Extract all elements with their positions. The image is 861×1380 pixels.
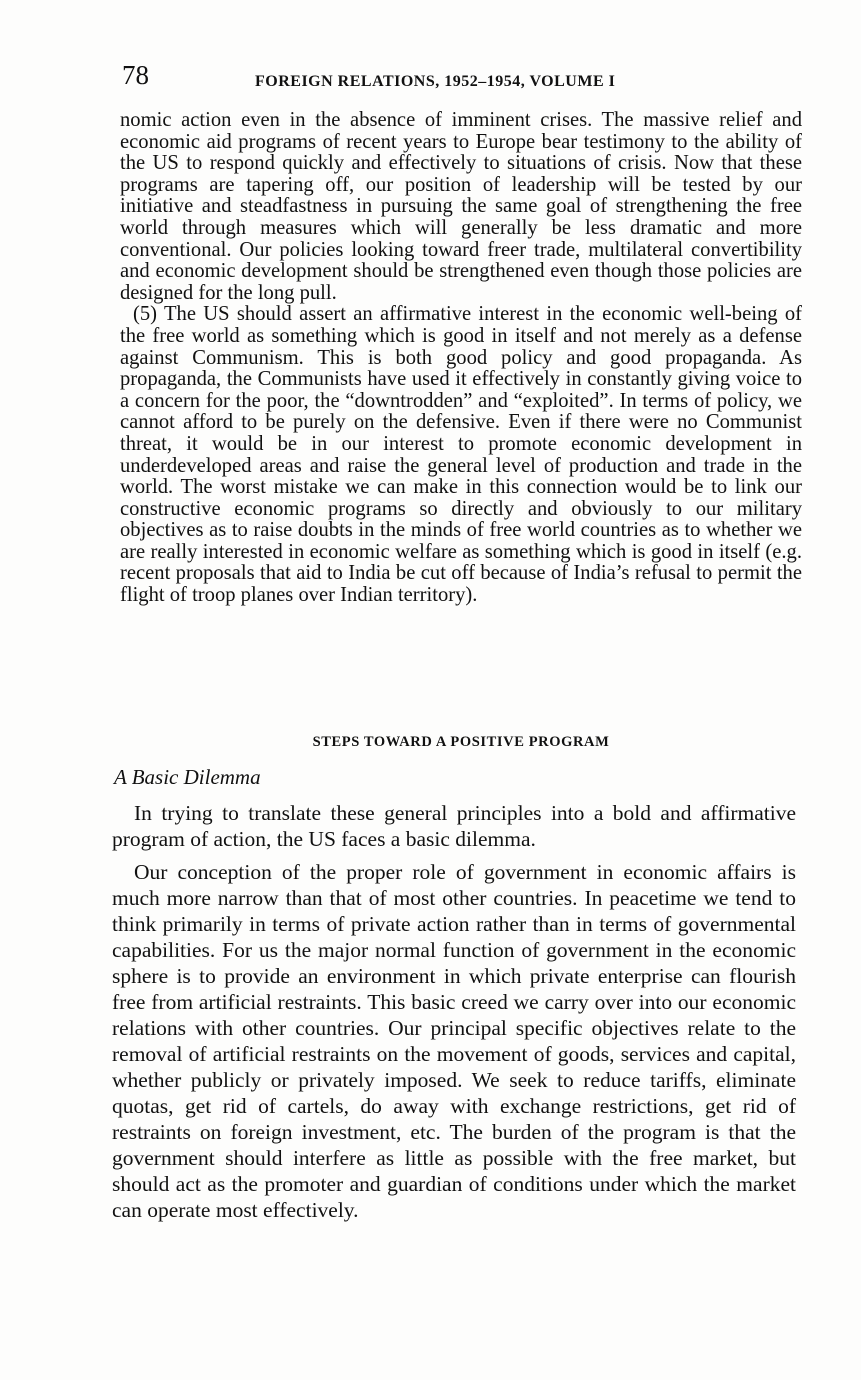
section-heading: STEPS TOWARD A POSITIVE PROGRAM (312, 734, 610, 750)
running-head (122, 58, 812, 98)
paragraph-point-5: (5) The US should assert an affirmative interest in the economic well-being of the free world as something which is good in itself and not merely as a defense against Communism. This is both good policy and good propaganda. As propaganda, the Communists have used it effectively in constantly giving voice to a concern for the poor, the “downtrodden” and “exploited”. In terms of policy, we cannot afford to be purely on the defensive. Even if there were no Communist threat, it would be in our interest to promote economic development in underdeveloped areas and raise the general level of production and trade in the world. The worst mistake we can make in this connection would be to link our constructive economic programs so directly and obviously to our military objectives as to raise doubts in the minds of free world countries as to whether we are really interested in economic welfare as something which is good in itself (e.g. recent proposals that aid to India be cut off because of India’s refusal to permit the flight of troop planes over Indian territory). (120, 303, 802, 607)
paragraph-dilemma-intro: In trying to translate these general principles into a bold and affirmative program of action, the US faces a basic dilemma. (112, 801, 796, 851)
page-number: 78 (122, 60, 149, 90)
body-text-lower (112, 800, 796, 1223)
running-head-title: FOREIGN RELATIONS, 1952–1954, VOLUME I (255, 73, 616, 90)
subheading: A Basic Dilemma (114, 765, 261, 789)
paragraph-government-role: Our conception of the proper role of government in economic affairs is much more narrow than that of most other countries. In peacetime we tend to think primarily in terms of private action rather than in terms of governmental capabilities. For us the major normal function of government in the economic sphere is to provide an environment in which private enterprise can flourish free from artificial restraints. This basic creed we carry over into our economic relations with other countries. Our principal specific objectives relate to the removal of artificial restraints on the movement of goods, services and capital, whether publicly or privately imposed. We seek to reduce tariffs, eliminate quotas, get rid of cartels, do away with exchange restrictions, get rid of restraints on foreign investment, etc. The burden of the program is that the government should interfere as little as possible with the free market, but should act as the promoter and guardian of conditions under which the market can operate most effectively. (112, 860, 796, 1222)
body-text-upper (120, 110, 802, 607)
paragraph-continuation: nomic action even in the absence of imminent crises. The massive relief and economic aid programs of recent years to Europe bear testimony to the ability of the US to respond quickly and effectively to situations of crisis. Now that these programs are tapering off, our position of leadership will be tested by our initiative and steadfastness in pursuing the same goal of strengthening the free world through measures which will generally be less dramatic and more conventional. Our policies looking toward freer trade, multilateral convertibility and economic development should be strengthened even though those policies are designed for the long pull. (120, 109, 802, 304)
